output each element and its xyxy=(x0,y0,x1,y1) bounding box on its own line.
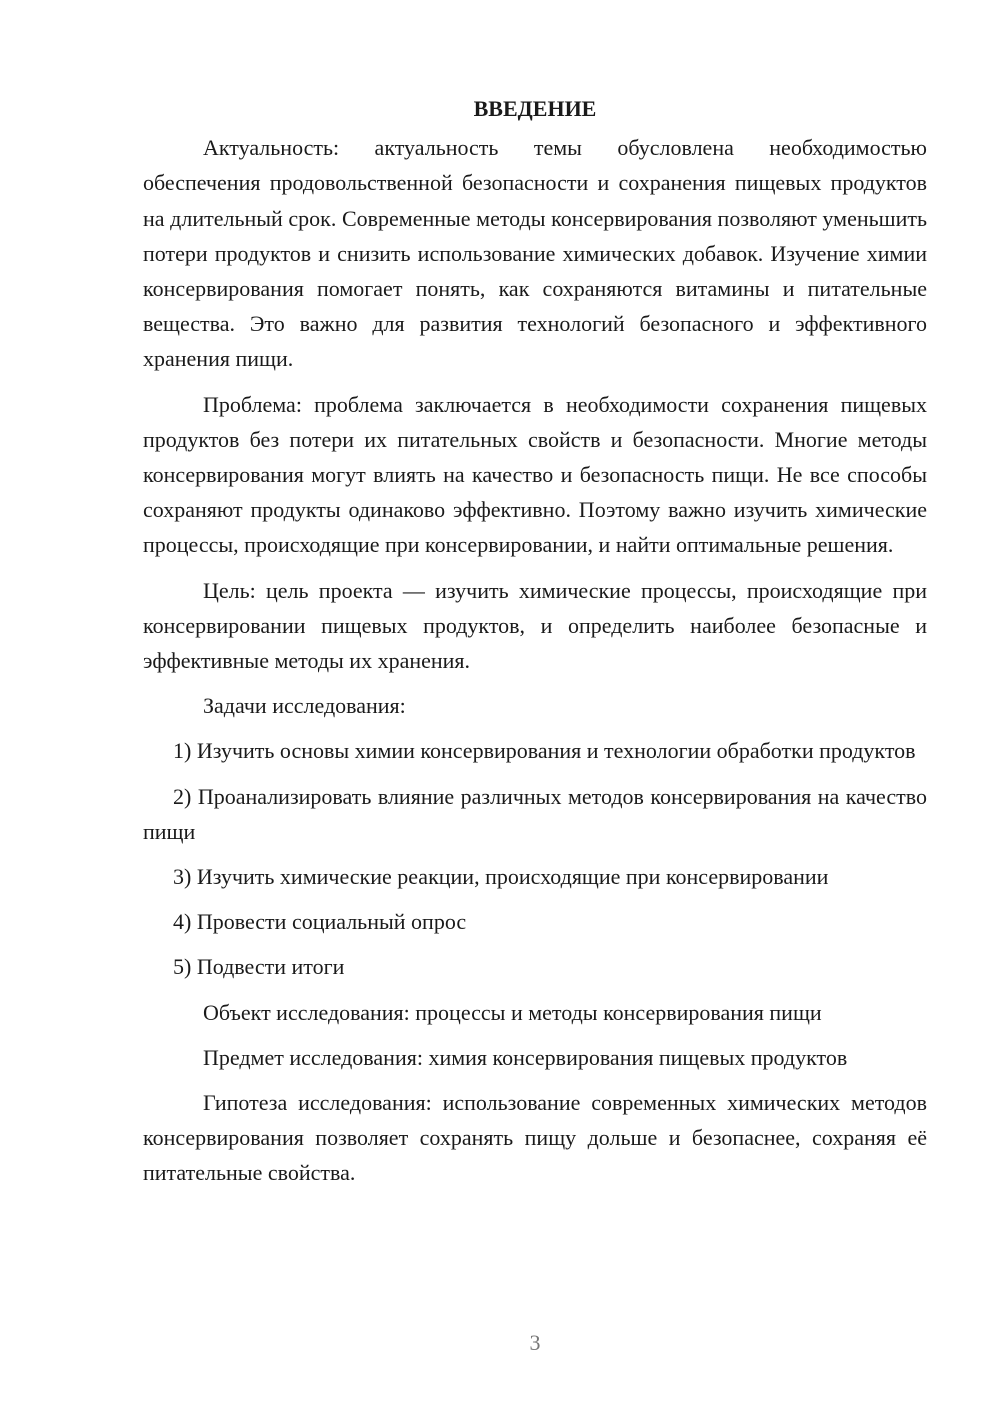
paragraph-hypothesis: Гипотеза исследования: использование современных химических методов консервирования позволяет сохранять пищу дольше и безопаснее, сохраняя её питательные свойства. xyxy=(143,1090,927,1186)
tasks-heading: Задачи исследования: xyxy=(203,693,406,719)
task-item-4: 4) Провести социальный опрос xyxy=(173,909,467,935)
task-item-1: 1) Изучить основы химии консервирования и технологии обработки продуктов xyxy=(173,738,916,764)
task-item-2: 2) Проанализировать влияние различных методов консервирования на качество пищи xyxy=(143,783,927,844)
task-item-3: 3) Изучить химические реакции, происходящие при консервировании xyxy=(173,864,829,890)
paragraph-goal: Цель: цель проекта — изучить химические процессы, происходящие при консервировании пищевых продуктов, и определить наиболее безопасные и эффективные методы их хранения. xyxy=(143,577,927,674)
page-content xyxy=(143,91,927,1191)
task-item-5: 5) Подвести итоги xyxy=(173,954,345,980)
page-number: 3 xyxy=(529,1330,541,1355)
paragraph-relevance: Актуальность: актуальность темы обусловлена необходимостью обеспечения продовольственной безопасности и сохранения пищевых продуктов на длительный срок. Современные методы консервирования позволяют уменьшить потери продуктов и снизить использование химических добавок. Изучение химии консервирования помогает понять, как сохраняются витамины и питательные вещества. Это важно для развития технологий безопасного и эффективного хранения пищи. xyxy=(143,135,927,372)
paragraph-subject: Предмет исследования: химия консервирования пищевых продуктов xyxy=(203,1044,848,1070)
section-title: ВВЕДЕНИЕ xyxy=(473,96,597,121)
paragraph-object: Объект исследования: процессы и методы консервирования пищи xyxy=(203,999,822,1025)
paragraph-problem: Проблема: проблема заключается в необходимости сохранения пищевых продуктов без потери их питательных свойств и безопасности. Многие методы консервирования могут влиять на качество и безопасность пищи. Не все способы сохраняют продукты одинаково эффективно. Поэтому важно изучить химические процессы, происходящие при консервировании, и найти оптимальные решения. xyxy=(143,391,927,558)
